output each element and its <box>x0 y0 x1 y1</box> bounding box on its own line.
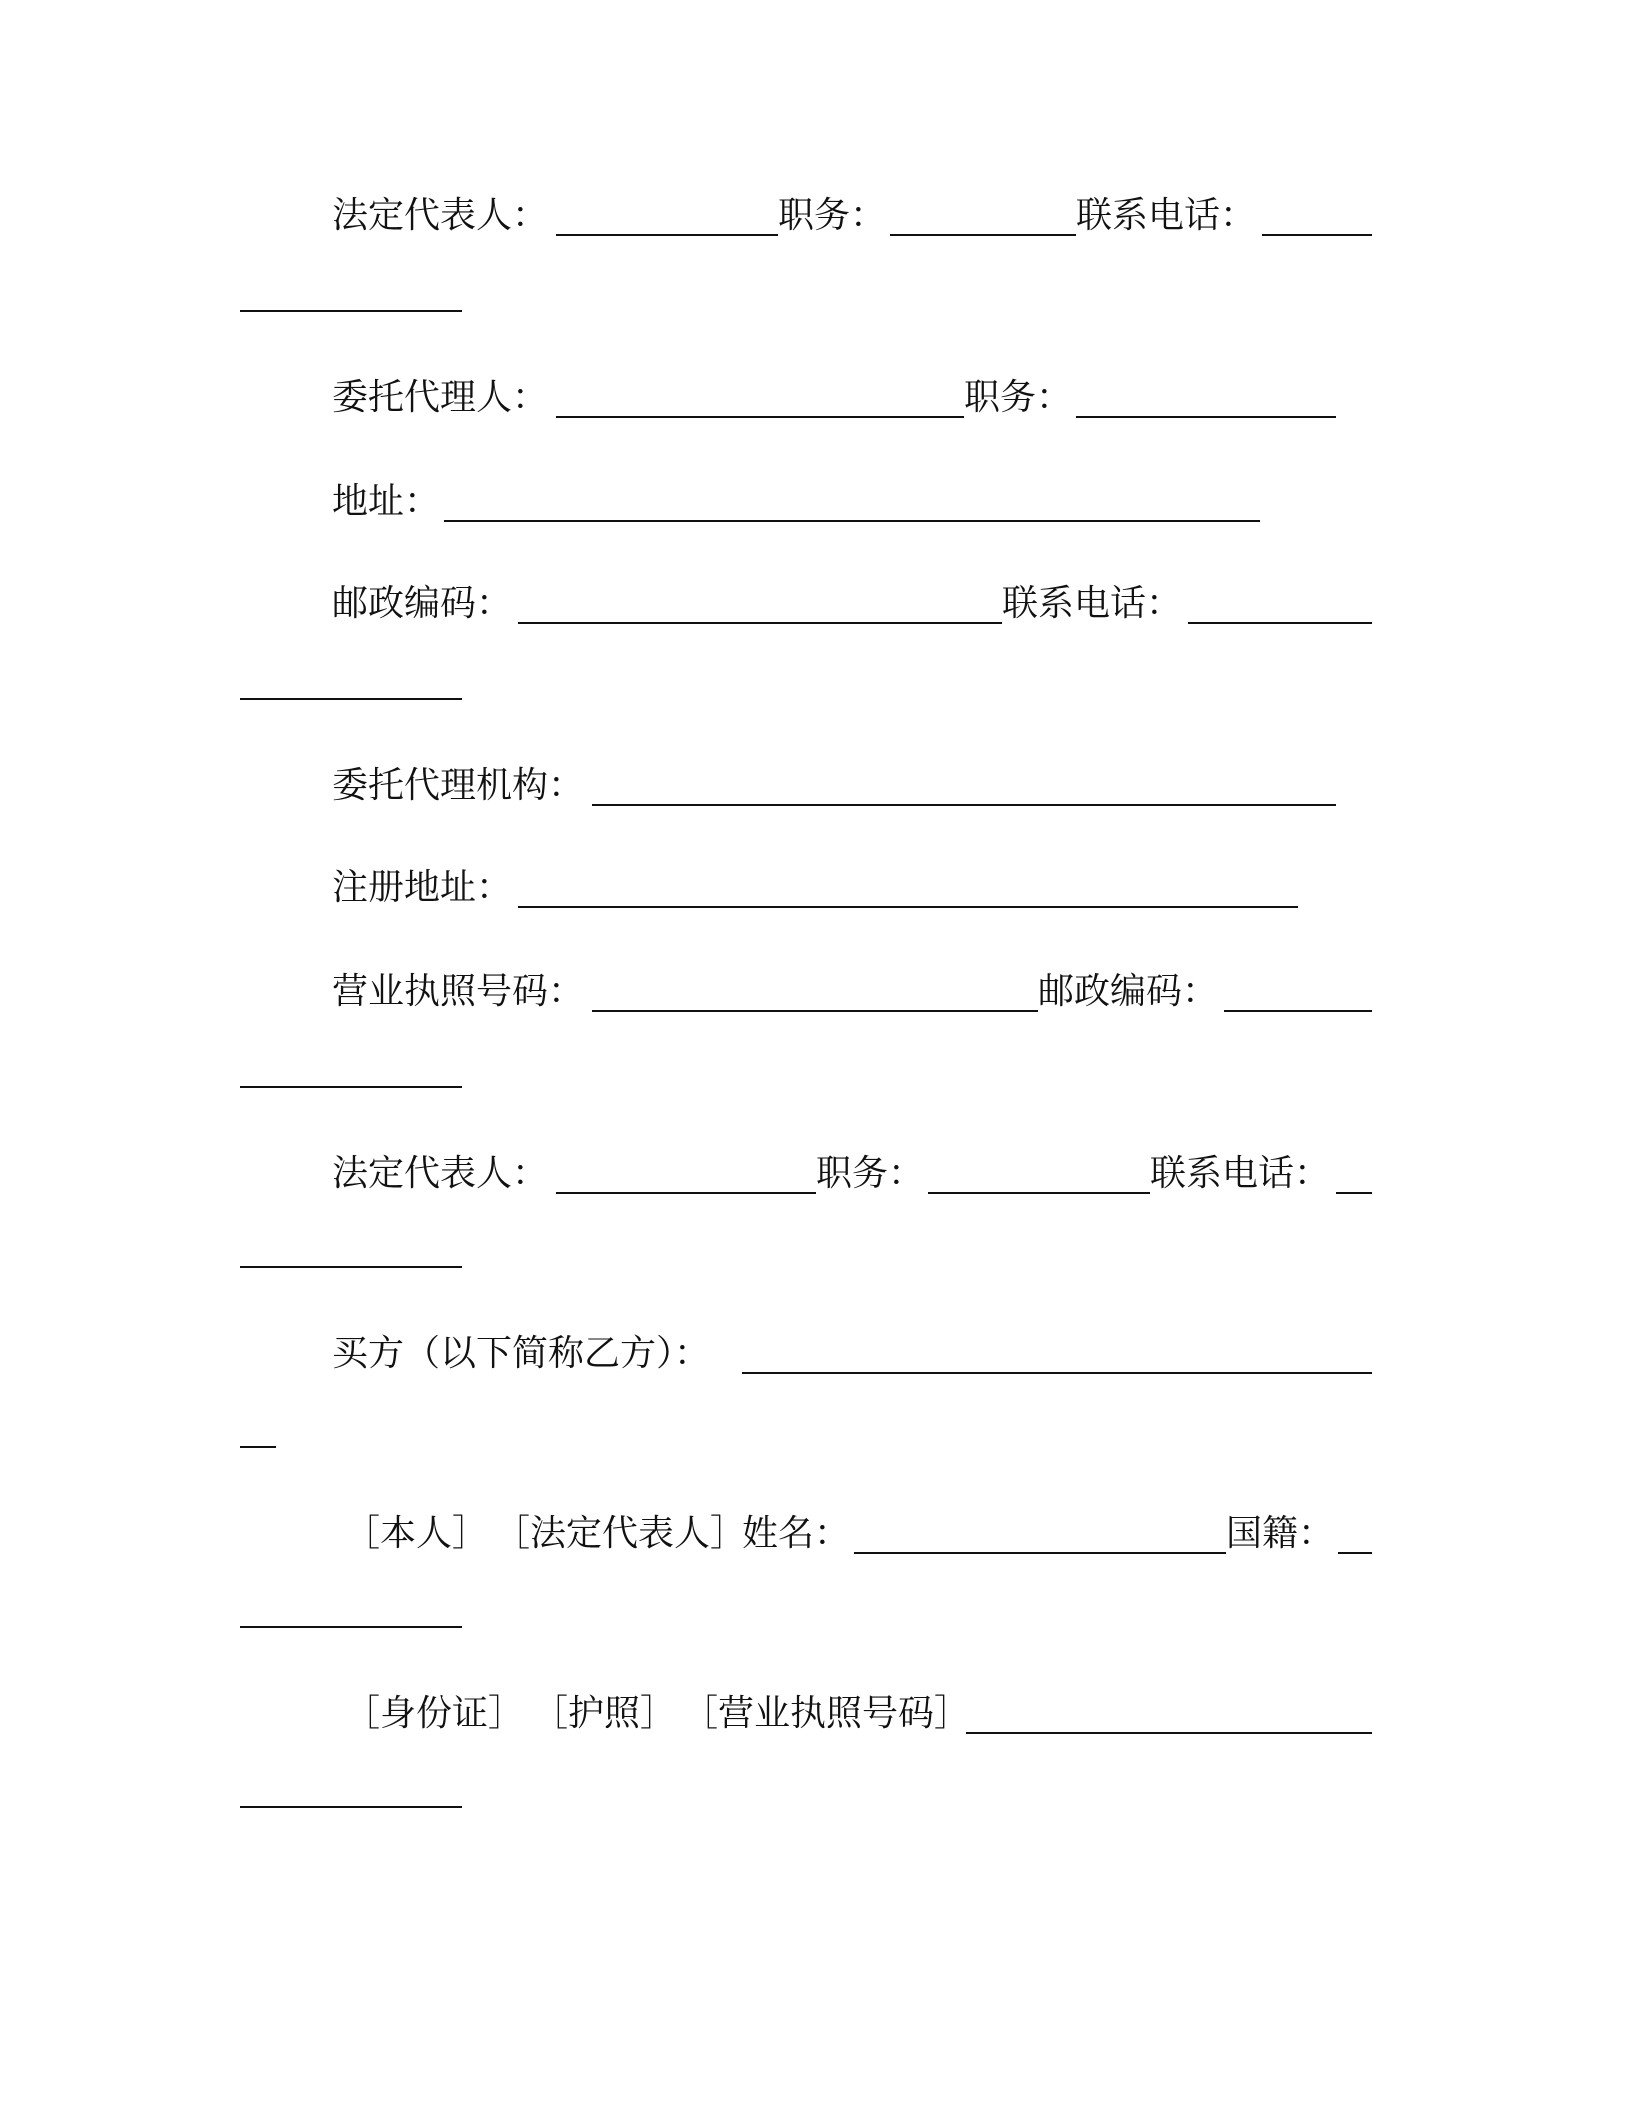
address-label: 地址： <box>332 481 441 522</box>
postal-phone-blank-continued[interactable] <box>240 698 462 700</box>
nationality-blank[interactable] <box>1338 1552 1372 1554</box>
nationality-blank-continued[interactable] <box>240 1626 462 1628</box>
agency-phone-blank[interactable] <box>1336 1192 1372 1194</box>
agency-legal-rep-blank[interactable] <box>556 1192 816 1194</box>
legal-rep-option[interactable]: ［法定代表人］ <box>494 1513 747 1554</box>
postal-phone-label: 联系电话： <box>1002 583 1183 624</box>
entrusted-agent-blank[interactable] <box>556 416 964 418</box>
passport-option[interactable]: ［护照］ <box>532 1693 677 1734</box>
seller-legal-rep-row <box>0 186 1632 246</box>
agent-title-label: 职务： <box>964 377 1073 418</box>
agency-phone-blank-continued[interactable] <box>240 1266 462 1268</box>
postcode-label: 邮政编码： <box>332 583 513 624</box>
agency-label: 委托代理机构： <box>332 765 585 806</box>
title-blank[interactable] <box>890 234 1076 236</box>
agency-legal-rep-row <box>0 1144 1632 1204</box>
postal-phone-blank[interactable] <box>1188 622 1372 624</box>
agency-blank[interactable] <box>592 804 1336 806</box>
agent-title-blank[interactable] <box>1076 416 1336 418</box>
postcode-blank[interactable] <box>518 622 1002 624</box>
registered-address-row <box>0 858 1632 918</box>
legal-rep-label: 法定代表人： <box>332 195 549 236</box>
address-row <box>0 472 1632 532</box>
license-no-label: 营业执照号码： <box>332 971 585 1012</box>
nationality-label: 国籍： <box>1226 1513 1335 1554</box>
buyer-label: 买方（以下简称乙方）： <box>332 1333 711 1374</box>
document-number-blank[interactable] <box>966 1732 1372 1734</box>
buyer-identity-row <box>0 1504 1632 1564</box>
phone-blank-continued[interactable] <box>240 310 462 312</box>
self-option[interactable]: ［本人］ <box>344 1513 489 1554</box>
agency-title-blank[interactable] <box>928 1192 1150 1194</box>
buyer-name-blank[interactable] <box>854 1552 1226 1554</box>
phone-label: 联系电话： <box>1076 195 1257 236</box>
entrusted-agent-label: 委托代理人： <box>332 377 549 418</box>
registered-address-blank[interactable] <box>518 906 1298 908</box>
agency-title-label: 职务： <box>816 1153 925 1194</box>
agency-phone-label: 联系电话： <box>1150 1153 1331 1194</box>
license-postcode-blank[interactable] <box>1224 1010 1372 1012</box>
phone-blank[interactable] <box>1262 234 1372 236</box>
registered-address-label: 注册地址： <box>332 867 513 908</box>
license-postcode-label: 邮政编码： <box>1038 971 1219 1012</box>
buyer-name-label: 姓名： <box>742 1513 851 1554</box>
legal-rep-blank[interactable] <box>556 234 778 236</box>
license-row <box>0 962 1632 1022</box>
title-label: 职务： <box>778 195 887 236</box>
buyer-documents-row <box>0 1684 1632 1744</box>
license-no-blank[interactable] <box>592 1010 1038 1012</box>
entrusted-agent-row <box>0 368 1632 428</box>
postal-row <box>0 574 1632 634</box>
agency-legal-rep-label: 法定代表人： <box>332 1153 549 1194</box>
buyer-blank[interactable] <box>742 1372 1372 1374</box>
id-card-option[interactable]: ［身份证］ <box>344 1693 525 1734</box>
license-postcode-blank-continued[interactable] <box>240 1086 462 1088</box>
buyer-blank-continued[interactable] <box>240 1446 276 1448</box>
agency-row <box>0 756 1632 816</box>
buyer-row <box>0 1324 1632 1384</box>
address-blank[interactable] <box>444 520 1260 522</box>
license-option[interactable]: ［营业执照号码］ <box>682 1693 971 1734</box>
document-number-blank-continued[interactable] <box>240 1806 462 1808</box>
